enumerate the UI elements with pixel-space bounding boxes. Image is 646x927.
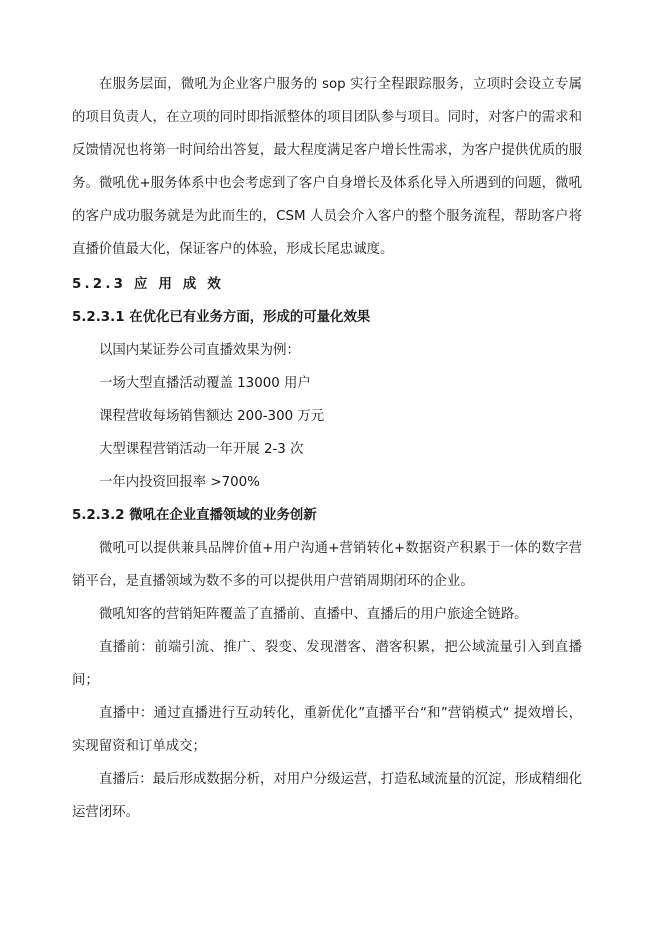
innovation-paragraph: 微吼可以提供兼具品牌价值+用户沟通+营销转化+数据资产积累于一体的数字营销平台，是直播领域为数不多的可以提供用户营销周期闭环的企业。 — [72, 541, 582, 589]
section-heading-5-2-3-2: 5.2.3.2 微吼在企业直播领域的业务创新 — [72, 508, 317, 523]
innovation-paragraph: 直播后：最后形成数据分析，对用户分级运营，打造私域流量的沉淀，形成精细化运营闭环。 — [72, 772, 582, 820]
section-heading-5-2-3-1: 5.2.3.1 在优化已有业务方面，形成的可量化效果 — [72, 310, 371, 325]
document-page — [72, 68, 582, 829]
result-line: 大型课程营销活动一年开展 2-3 次 — [99, 442, 304, 457]
result-line: 课程营收每场销售额达 200-300 万元 — [99, 409, 325, 424]
result-line: 一场大型直播活动覆盖 13000 用户 — [99, 376, 311, 391]
result-line: 以国内某证券公司直播效果为例： — [99, 343, 300, 358]
innovation-paragraph: 直播前：前端引流、推广、裂变、发现潜客、潜客积累，把公域流量引入到直播间； — [72, 640, 582, 688]
intro-paragraph: 在服务层面，微吼为企业客户服务的 sop 实行全程跟踪服务，立项时会设立专属的项目负责人，在立项的同时即指派整体的项目团队参与项目。同时，对客户的需求和反馈情况也将第一时间给出答复，最大程度满足客户增长性需求，为客户提供优质的服务。微吼优+服务体系中也会考虑到了客户自身增长及体系化导入所遇到的问题，微吼的客户成功服务就是为此而生的，CSM 人员会介入客户的整个服务流程，帮助客户将直播价值最大化，保证客户的体验，形成长尾忠诚度。 — [72, 77, 582, 257]
innovation-paragraph: 微吼知客的营销矩阵覆盖了直播前、直播中、直播后的用户旅途全链路。 — [99, 607, 528, 622]
innovation-paragraph: 直播中：通过直播进行互动转化，重新优化”直播平台“和”营销模式“ 提效增长，实现留资和订单成交； — [72, 706, 582, 754]
result-line: 一年内投资回报率 >700% — [99, 475, 260, 490]
section-heading-5-2-3: 5.2.3 应 用 成 效 — [72, 277, 224, 292]
